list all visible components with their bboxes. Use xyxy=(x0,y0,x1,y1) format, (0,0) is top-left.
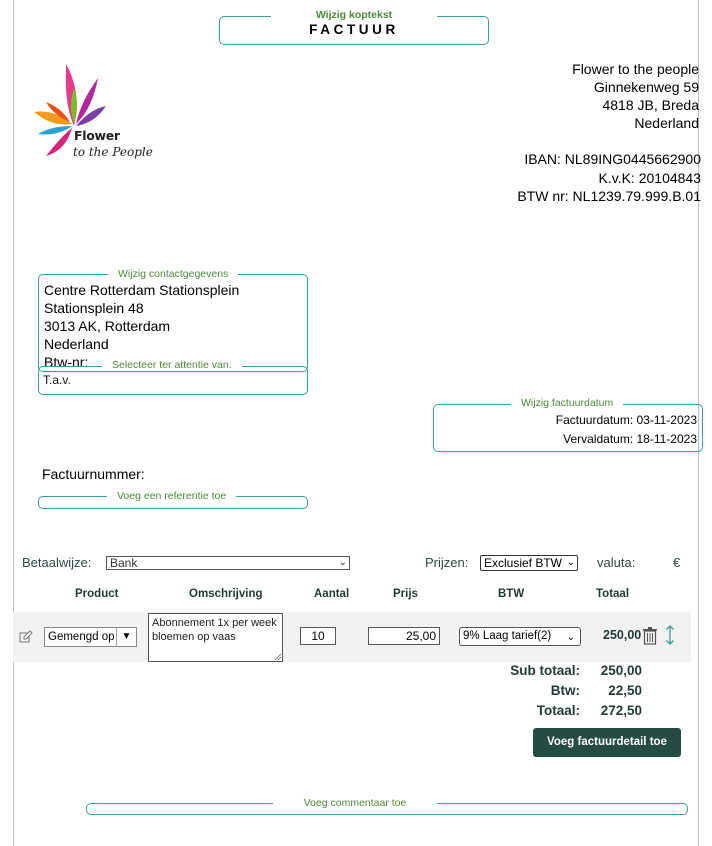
payment-method-value: Bank xyxy=(110,556,138,570)
edit-header-legend[interactable]: Wijzig koptekst xyxy=(271,9,437,21)
company-iban: IBAN: NL89ING0445662900 xyxy=(524,151,701,167)
col-product: Product xyxy=(75,588,119,600)
edit-contact-legend[interactable]: Wijzig contactgegevens xyxy=(108,268,238,280)
trash-icon[interactable] xyxy=(642,627,658,645)
contact-city: 3013 AK, Rotterdam xyxy=(44,318,171,334)
contact-country: Nederland xyxy=(44,336,109,352)
chevron-down-icon: ⌄ xyxy=(566,632,575,643)
product-value: Gemengd op xyxy=(48,631,115,643)
vat-total-label: Btw: xyxy=(550,683,580,698)
price-input[interactable]: 25,00 xyxy=(368,627,440,645)
grand-total-label: Totaal: xyxy=(536,703,580,718)
invoice-number-label: Factuurnummer: xyxy=(42,466,145,482)
company-kvk: K.v.K: 20104843 xyxy=(598,169,701,186)
resize-grip-icon[interactable] xyxy=(274,653,281,660)
payment-method-label: Betaalwijze: xyxy=(22,555,92,570)
description-value: Abonnement 1x per week bloemen op vaas xyxy=(152,617,277,643)
chevron-down-icon: ⌄ xyxy=(338,557,347,568)
invoice-date: Factuurdatum: 03-11-2023 xyxy=(555,413,697,427)
add-reference-legend[interactable]: Voeg een referentie toe xyxy=(107,490,236,502)
product-select[interactable] xyxy=(44,627,137,647)
row-total: 250,00 xyxy=(603,628,642,642)
col-description: Omschrijving xyxy=(189,588,263,600)
vat-value: 9% Laag tarief(2) xyxy=(463,630,552,642)
contact-street: Stationsplein 48 xyxy=(44,300,144,316)
edit-date-legend[interactable]: Wijzig factuurdatum xyxy=(511,397,623,409)
col-quantity: Aantal xyxy=(314,588,350,600)
company-country: Nederland xyxy=(634,115,699,131)
prices-value: Exclusief BTW xyxy=(484,556,563,570)
col-total: Totaal xyxy=(596,588,630,600)
add-comment-legend[interactable]: Voeg commentaar toe xyxy=(273,797,437,809)
company-ids xyxy=(517,150,701,206)
prices-select[interactable] xyxy=(480,555,578,571)
prices-label: Prijzen: xyxy=(425,555,469,570)
col-vat: BTW xyxy=(498,588,525,600)
currency-symbol: € xyxy=(673,555,681,570)
dropdown-arrow-icon: ▼ xyxy=(116,628,136,646)
add-invoice-line-button[interactable]: Voeg factuurdetail toe xyxy=(533,728,681,757)
vat-select[interactable] xyxy=(459,627,581,646)
currency-label: valuta: xyxy=(597,555,636,570)
description-textarea[interactable] xyxy=(148,613,283,662)
contact-name: Centre Rotterdam Stationsplein xyxy=(44,282,240,298)
attention-legend[interactable]: Selecteer ter attentie van: xyxy=(102,359,242,371)
move-handle-icon[interactable] xyxy=(664,625,676,645)
contact-btw: Btw-nr: xyxy=(44,354,89,368)
company-city: 4818 JB, Breda xyxy=(602,97,699,113)
logo-text-flower: Flower xyxy=(74,128,120,143)
quantity-input[interactable]: 10 xyxy=(300,627,336,645)
contact-details xyxy=(44,281,306,368)
payment-method-select[interactable] xyxy=(106,556,350,570)
edit-icon[interactable] xyxy=(19,630,33,644)
col-price: Prijs xyxy=(393,588,418,600)
due-date: Vervaldatum: 18-11-2023 xyxy=(563,432,697,446)
grand-total-value: 272,50 xyxy=(600,703,642,718)
subtotal-value: 250,00 xyxy=(600,663,642,678)
vat-total-value: 22,50 xyxy=(608,683,642,698)
company-address xyxy=(572,60,699,132)
company-name: Flower to the people xyxy=(572,61,699,77)
company-btw: BTW nr: NL1239.79.999.B.01 xyxy=(517,188,701,204)
company-street: Ginnekenweg 59 xyxy=(593,79,699,95)
chevron-down-icon: ⌄ xyxy=(566,557,575,568)
logo-text-people: to the People xyxy=(73,145,153,159)
attention-field[interactable]: T.a.v. xyxy=(43,373,71,387)
subtotal-label: Sub totaal: xyxy=(510,663,580,678)
invoice-title: FACTUUR xyxy=(309,22,399,37)
